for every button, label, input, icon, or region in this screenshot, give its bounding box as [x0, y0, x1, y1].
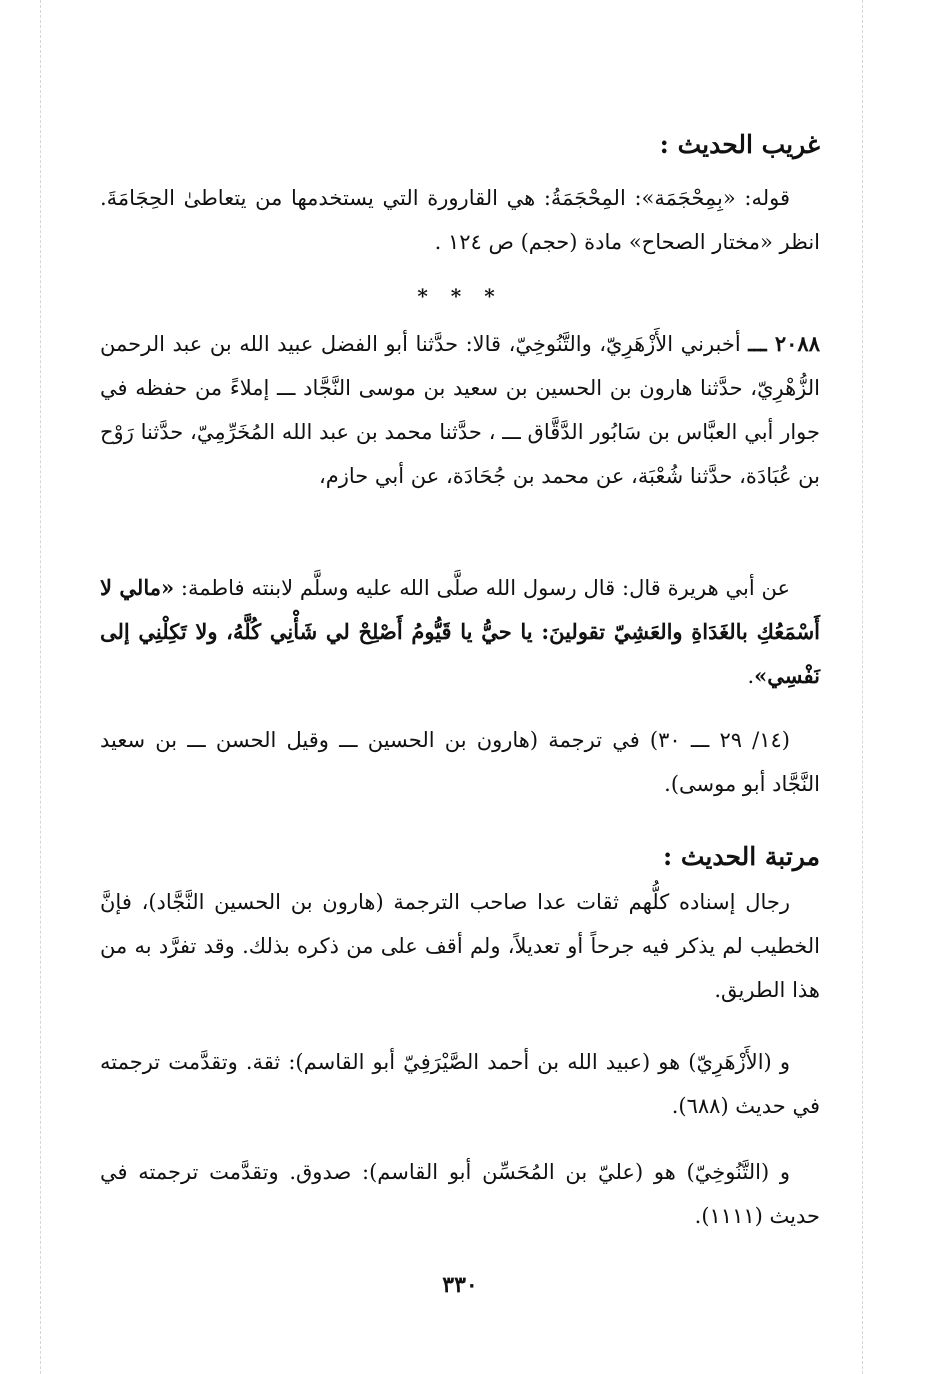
scan-guide-line-left — [40, 0, 41, 1374]
rutba-paragraph-1: رجال إسناده كلُّهم ثقات عدا صاحب الترجمة (هارون بن الحسين النَّجَّاد)، فإنَّ الخطيب لم يذكر فيه جرحاً أو تعديلاً، ولم أقف على من ذكره بذلك. وقد تفرَّد به من هذا الطريق. — [100, 890, 820, 1002]
gharib-heading: غريب الحديث : — [659, 130, 820, 159]
hadith-isnad-paragraph — [100, 322, 820, 498]
hadith-matn-end: . — [747, 664, 755, 688]
hadith-matn-intro: عن أبي هريرة قال: قال رسول الله صلَّى الله عليه وسلَّم لابنته فاطمة: — [180, 576, 790, 600]
book-page — [100, 0, 820, 1374]
hadith-reference: (١٤/ ٢٩ ـــ ٣٠) في ترجمة (هارون بن الحسين ـــ وقيل الحسن ـــ بن سعيد النَّجَّاد أبو موسى). — [100, 728, 820, 796]
rutba-paragraph-3: و (التَّنُوخِيّ) هو (عليّ بن المُحَسِّن أبو القاسم): صدوق. وتقدَّمت ترجمته في حديث (١١١١). — [100, 1160, 820, 1228]
rutba-paragraph-2: و (الأَزْهَرِيّ) هو (عبيد الله بن أحمد الصَّيْرَفِيّ أبو القاسم): ثقة. وتقدَّمت ترجمته في حديث (٦٨٨). — [100, 1050, 820, 1118]
scan-guide-line-right — [862, 0, 863, 1374]
section-separator: * * * — [417, 284, 503, 308]
hadith-matn: «مالي لا أَسْمَعُكِ بالغَدَاةِ والعَشِيّ تقولينَ: يا حيُّ يا قَيُّومُ أَصْلِحْ لي شَأْنِي كُلَّهُ، ولا تَكِلْنِي إلى نَفْسِي» — [100, 575, 820, 688]
rutba-heading: مرتبة الحديث : — [662, 842, 820, 871]
page-number: ٣٣٠ — [442, 1272, 478, 1298]
hadith-isnad: أخبرني الأَزْهَرِيّ، والتَّنُوخِيّ، قالا: حدَّثنا أبو الفضل عبيد الله بن عبد الرحمن الزُّهْرِيّ، حدَّثنا هارون بن الحسين بن سعيد بن موسى النَّجَّاد ـــ إملاءً من حفظه في جوار أبي العبَّاس بن سَابُور الدَّقَّاق ـــ ، حدَّثنا محمد بن عبد الله المُخَرِّمِيّ، حدَّثنا رَوْح بن عُبَادَة، حدَّثنا شُعْبَة، عن محمد بن جُحَادَة، عن أبي حازم، — [100, 332, 820, 488]
hadith-matn-paragraph — [100, 566, 820, 698]
hadith-number: ٢٠٨٨ ـــ — [748, 331, 820, 356]
gharib-paragraph: قوله: «بِمِحْجَمَة»: المِحْجَمَةُ: هي القارورة التي يستخدمها من يتعاطىٰ الحِجَامَةَ. انظر «مختار الصحاح» مادة (حجم) ص ١٢٤ . — [100, 186, 820, 254]
